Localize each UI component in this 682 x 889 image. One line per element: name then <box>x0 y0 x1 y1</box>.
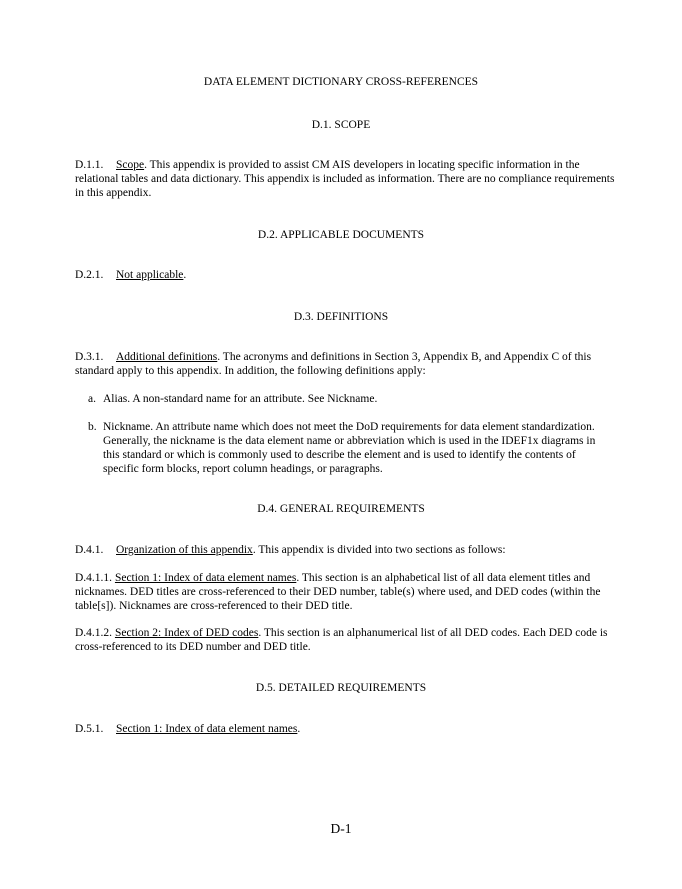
section-heading-scope: D.1. SCOPE <box>311 119 371 131</box>
definition-text: Nickname. An attribute name which does not meet the DoD requirements for data element standardization. Generally, the nickname is the data element name or abbreviation which is used in the IDEF1x diagrams in this standard or which is commonly used to describe the element and is used to identify the contents of specific form blocks, report column headings, or paragraphs. <box>103 421 596 475</box>
paragraph-text: . The acronyms and definitions in Section 3, Appendix B, and Appendix C of this standard apply to this appendix. In addition, the following definitions apply: <box>75 351 592 377</box>
section-heading-general-requirements: D.4. GENERAL REQUIREMENTS <box>257 503 425 515</box>
definition-text: Alias. A non-standard name for an attribute. See Nickname. <box>103 393 378 405</box>
paragraph-title: Scope <box>116 159 145 171</box>
paragraph-number: D.4.1.2. <box>75 627 113 639</box>
paragraph-text: . This appendix is provided to assist CM AIS developers in locating specific information in the relational tables and data dictionary. This appendix is included as information. There are no compliance requirements in this appendix. <box>75 159 615 199</box>
paragraph-text: . This section is an alphabetical list of all data element titles and nicknames. DED titles are cross-referenced to their DED number, table(s) where used, and DED codes (within the table[s]). Nicknames are cross-referenced to their DED title. <box>75 572 601 612</box>
paragraph-text: . This appendix is divided into two sections as follows: <box>252 544 506 556</box>
list-marker: a. <box>88 393 96 405</box>
paragraph-number: D.4.1.1. <box>75 572 113 584</box>
section-heading-applicable-documents: D.2. APPLICABLE DOCUMENTS <box>257 229 425 241</box>
paragraph-title: Not applicable <box>116 269 184 281</box>
paragraph-title: Section 1: Index of data element names <box>116 723 298 735</box>
definition-list-item <box>88 420 613 476</box>
paragraph-d4-1-1 <box>75 571 615 613</box>
paragraph-number: D.2.1. <box>75 269 104 281</box>
paragraph-number: D.1.1. <box>75 159 104 171</box>
section-heading-definitions: D.3. DEFINITIONS <box>293 311 389 323</box>
paragraph-text: . <box>183 269 187 281</box>
paragraph-number: D.5.1. <box>75 723 104 735</box>
paragraph-number: D.4.1. <box>75 544 104 556</box>
paragraph-title: Additional definitions <box>116 351 218 363</box>
paragraph-d1-1 <box>75 158 615 200</box>
paragraph-d2-1 <box>75 268 615 282</box>
definition-list-item <box>88 392 613 406</box>
paragraph-d4-1 <box>75 543 615 557</box>
paragraph-text: . This section is an alphanumerical list of all DED codes. Each DED code is cross-referenced to its DED number and DED title. <box>75 627 608 653</box>
paragraph-number: D.3.1. <box>75 351 104 363</box>
paragraph-title: Organization of this appendix <box>116 544 253 556</box>
page-number: D-1 <box>330 821 352 836</box>
paragraph-title: Section 2: Index of DED codes <box>114 627 259 639</box>
paragraph-text: . <box>297 723 301 735</box>
paragraph-d4-1-2 <box>75 626 615 654</box>
paragraph-title: Section 1: Index of data element names <box>114 572 297 584</box>
document-title: DATA ELEMENT DICTIONARY CROSS-REFERENCES <box>203 76 479 88</box>
list-marker: b. <box>88 421 97 433</box>
section-heading-detailed-requirements: D.5. DETAILED REQUIREMENTS <box>255 682 427 694</box>
paragraph-d3-1 <box>75 350 615 378</box>
paragraph-d5-1 <box>75 722 615 736</box>
